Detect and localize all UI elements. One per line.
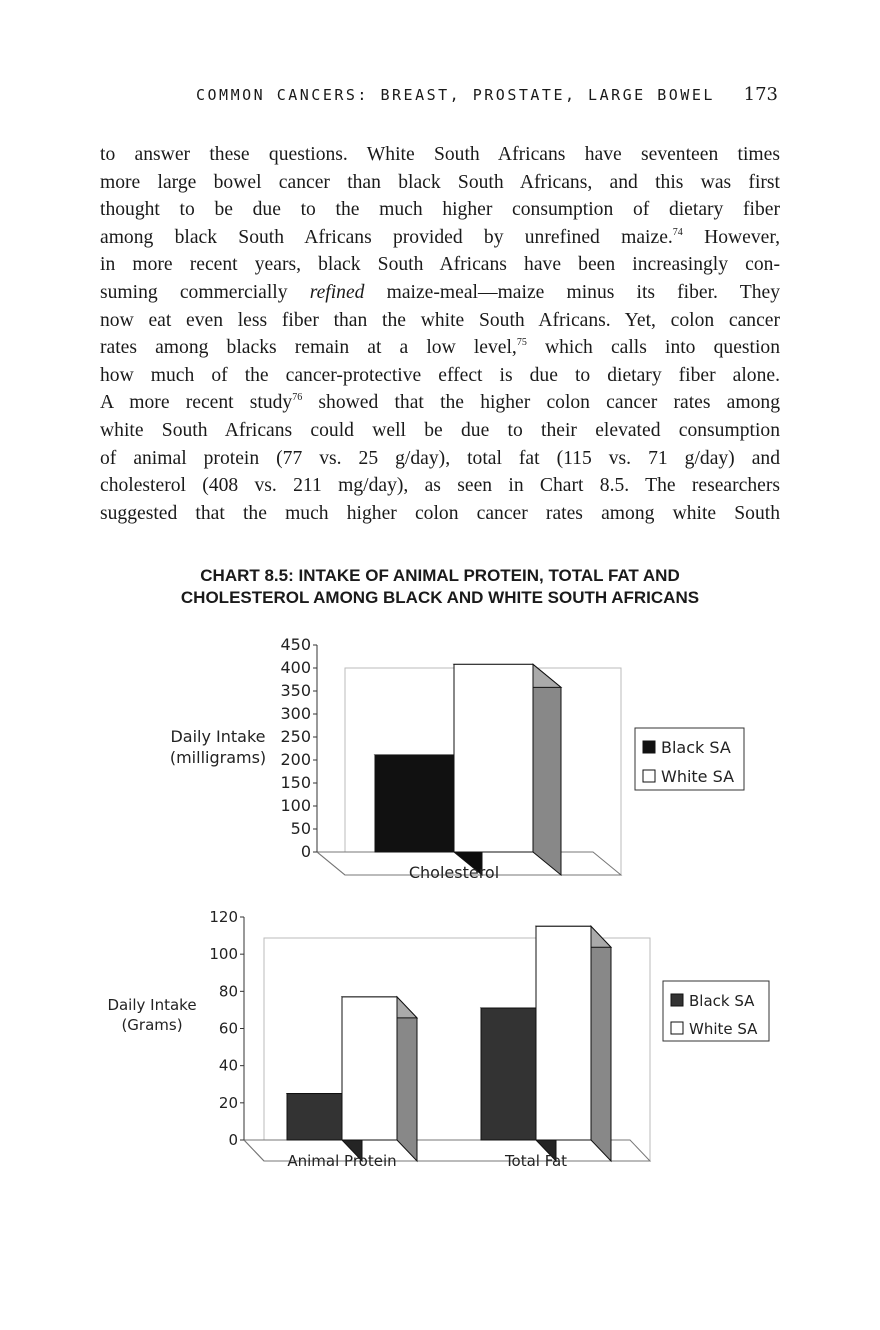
bar bbox=[536, 926, 591, 1140]
y-tick-label: 120 bbox=[209, 908, 238, 926]
y-tick-label: 0 bbox=[228, 1131, 238, 1149]
bar-side bbox=[591, 926, 611, 1161]
cholesterol-chart bbox=[0, 600, 880, 890]
legend-swatch bbox=[643, 770, 655, 782]
y-tick-label: 80 bbox=[218, 982, 238, 1001]
y-tick-label: 300 bbox=[280, 704, 311, 723]
body-line: A more recent study$^{76}$ showed that the higher colon cancer rates among bbox=[100, 392, 780, 414]
y-tick-label: 40 bbox=[218, 1056, 238, 1075]
y-tick-label: 60 bbox=[218, 1019, 238, 1038]
y-axis-label: (Grams) bbox=[121, 1016, 183, 1034]
legend-label: Black SA bbox=[689, 992, 755, 1010]
bar bbox=[287, 1094, 342, 1140]
bar bbox=[481, 1008, 536, 1140]
body-line: to answer these questions. White South Africans have seventeen times bbox=[100, 144, 780, 165]
legend-label: White SA bbox=[661, 767, 735, 786]
legend-swatch bbox=[643, 741, 655, 753]
body-line: of animal protein (77 vs. 25 g/day), total fat (115 vs. 71 g/day) and bbox=[100, 447, 780, 469]
y-axis-label: Daily Intake bbox=[107, 996, 197, 1014]
y-axis-label: (milligrams) bbox=[169, 748, 267, 767]
body-line: rates among blacks remain at a low level,$^{75}$ which calls into question bbox=[100, 337, 781, 359]
y-tick-label: 100 bbox=[280, 796, 311, 815]
body-line: among black South Africans provided by unrefined maize.$^{74}$ However, bbox=[100, 226, 780, 248]
legend-label: White SA bbox=[689, 1020, 758, 1038]
y-tick-label: 350 bbox=[280, 681, 311, 700]
body-line: white South Africans could well be due to their elevated consumption bbox=[100, 419, 780, 441]
legend-label: Black SA bbox=[661, 738, 731, 757]
body-line: cholesterol (408 vs. 211 mg/day), as seen in Chart 8.5. The researchers bbox=[100, 475, 780, 497]
bar-side bbox=[397, 997, 417, 1161]
y-tick-label: 250 bbox=[280, 727, 311, 746]
y-tick-label: 0 bbox=[300, 842, 311, 861]
legend-swatch bbox=[671, 994, 683, 1006]
y-axis-label: Daily Intake bbox=[170, 727, 266, 746]
reference-mark: 75 bbox=[516, 337, 527, 349]
y-tick-label: 100 bbox=[209, 945, 238, 964]
page-header bbox=[100, 84, 780, 114]
page-number: 173 bbox=[743, 84, 778, 105]
y-tick-label: 450 bbox=[280, 635, 311, 654]
body-line: suggested that the much higher colon cancer rates among white South bbox=[100, 502, 780, 524]
y-tick-label: 150 bbox=[280, 773, 311, 792]
reference-mark: 76 bbox=[292, 392, 303, 404]
legend-swatch bbox=[671, 1022, 683, 1034]
y-tick-label: 20 bbox=[218, 1093, 238, 1112]
running-head: COMMON CANCERS: BREAST, PROSTATE, LARGE BOWEL bbox=[196, 86, 715, 104]
body-line: suming commercially refined maize-meal—maize minus its fiber. They bbox=[100, 281, 780, 303]
bar bbox=[454, 664, 533, 852]
bar bbox=[375, 755, 454, 852]
y-tick-label: 200 bbox=[280, 750, 311, 769]
caption-line: CHOLESTEROL AMONG BLACK AND WHITE SOUTH AFRICANS bbox=[180, 588, 700, 607]
body-line: now eat even less fiber than the white South Africans. Yet, colon cancer bbox=[100, 309, 780, 331]
bar-side bbox=[533, 664, 561, 875]
caption-line: CHART 8.5: INTAKE OF ANIMAL PROTEIN, TOTAL FAT AND bbox=[200, 566, 680, 585]
body-line: more large bowel cancer than black South Africans, and this was first bbox=[100, 171, 780, 193]
body-line: thought to be due to the much higher consumption of dietary fiber bbox=[100, 199, 780, 221]
bar bbox=[342, 997, 397, 1140]
x-category-label: Cholesterol bbox=[408, 863, 500, 882]
protein-fat-chart bbox=[0, 880, 880, 1210]
reference-mark: 74 bbox=[672, 226, 683, 238]
x-category-label: Total Fat bbox=[504, 1152, 568, 1170]
body-line: how much of the cancer-protective effect is due to dietary fiber alone. bbox=[100, 364, 780, 386]
body-paragraph bbox=[100, 141, 780, 527]
y-tick-label: 400 bbox=[280, 658, 311, 677]
x-category-label: Animal Protein bbox=[287, 1152, 397, 1170]
y-tick-label: 50 bbox=[290, 819, 311, 838]
emphasis: refined bbox=[309, 281, 365, 303]
body-line: in more recent years, black South Africans have been increasingly con- bbox=[100, 254, 780, 276]
